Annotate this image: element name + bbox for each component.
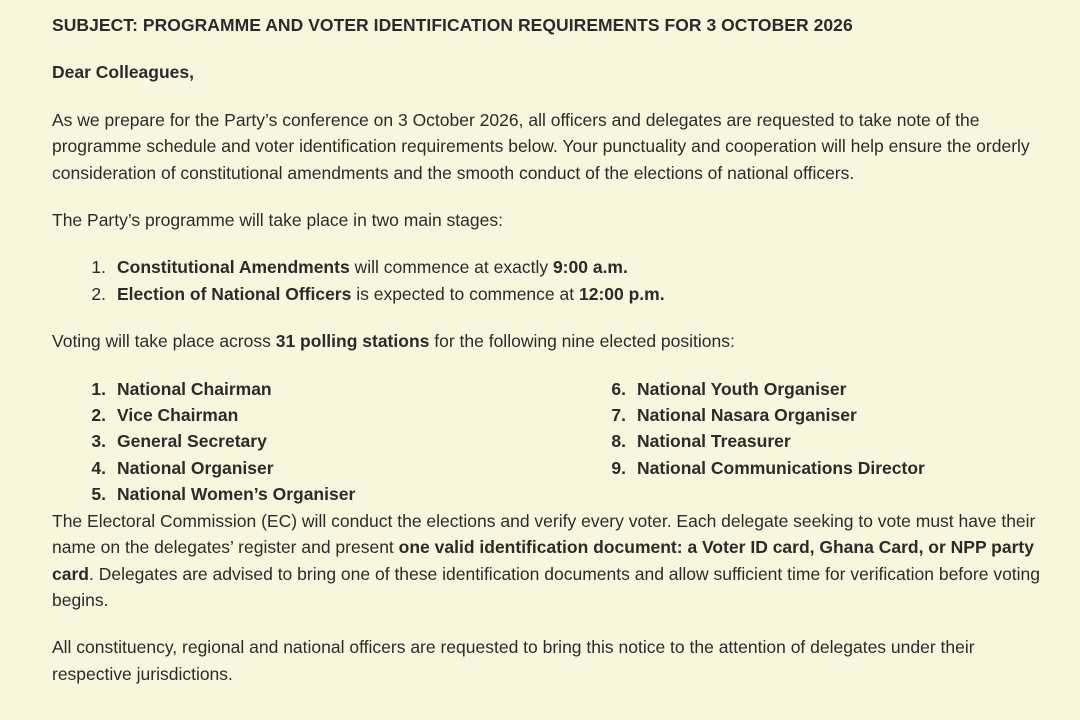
positions-column-left <box>52 376 572 508</box>
position-item <box>52 402 572 428</box>
stages-intro: The Party’s programme will take place in two main stages: <box>52 210 503 231</box>
stage-text: will commence at exactly <box>349 257 553 278</box>
id-requirement: one valid identification document: a Voter ID card, Ghana Card, or NPP party card <box>52 537 1034 584</box>
position-number: 4. <box>91 457 106 478</box>
stage-title: Constitutional Amendments <box>117 257 350 278</box>
closing-paragraph: All constituency, regional and national officers are requested to bring this notice to the attention of delegates under their respective jurisdictions. <box>52 637 975 684</box>
position-item <box>572 402 1042 428</box>
polling-stations-count: 31 polling stations <box>275 331 430 352</box>
positions-list <box>52 376 1042 508</box>
position-item <box>572 376 1042 402</box>
position-number: 5. <box>91 484 106 505</box>
position-item <box>572 428 1042 454</box>
position-number: 9. <box>611 457 626 478</box>
position-number: 6. <box>611 378 626 399</box>
stage-number: 2. <box>91 283 106 304</box>
stage-number: 1. <box>91 257 106 278</box>
position-name: National Chairman <box>117 378 272 399</box>
position-item <box>572 455 1042 481</box>
position-item <box>52 428 572 454</box>
stage-item <box>52 254 1042 280</box>
notice-document <box>52 12 1042 687</box>
position-name: National Organiser <box>117 457 274 478</box>
position-name: National Treasurer <box>637 431 791 452</box>
position-number: 2. <box>91 405 106 426</box>
position-name: National Communications Director <box>637 457 925 478</box>
voting-after: for the following nine elected positions: <box>429 331 735 352</box>
stage-item <box>52 281 1042 307</box>
voting-before: Voting will take place across <box>52 331 276 352</box>
position-number: 8. <box>611 431 626 452</box>
stages-list <box>52 254 1042 307</box>
position-number: 7. <box>611 405 626 426</box>
subject-line: SUBJECT: PROGRAMME AND VOTER IDENTIFICATION REQUIREMENTS FOR 3 OCTOBER 2026 <box>52 15 853 35</box>
ec-before: The Electoral Commission (EC) will conduct the elections and verify every voter. Each delegate seeking to vote must have their name on the delegates’ register and present <box>52 510 1036 558</box>
position-name: Vice Chairman <box>117 405 239 426</box>
position-name: National Youth Organiser <box>637 378 847 399</box>
stage-time: 9:00 a.m. <box>552 257 628 278</box>
greeting: Dear Colleagues, <box>52 62 194 83</box>
intro-paragraph: As we prepare for the Party’s conference on 3 October 2026, all officers and delegates are requested to take note of the programme schedule and voter identification requirements below. Your punctuality and cooperation will help ensure the orderly consideration of constitutional amendments and the smooth conduct of the elections of national officers. <box>52 109 1030 183</box>
position-name: National Nasara Organiser <box>637 405 857 426</box>
position-item <box>52 481 572 507</box>
stage-time: 12:00 p.m. <box>578 283 665 304</box>
stage-title: Election of National Officers <box>117 283 352 304</box>
positions-column-right <box>572 376 1042 508</box>
position-item <box>52 376 572 402</box>
ec-after: . Delegates are advised to bring one of these identification documents and allow sufficient time for verification before voting begins. <box>52 563 1041 610</box>
position-name: General Secretary <box>117 431 267 452</box>
voting-paragraph <box>52 328 1042 354</box>
stage-text: is expected to commence at <box>351 283 579 304</box>
position-number: 1. <box>91 378 106 399</box>
position-number: 3. <box>91 431 106 452</box>
position-name: National Women’s Organiser <box>117 484 356 505</box>
ec-paragraph <box>52 508 1042 614</box>
position-item <box>52 455 572 481</box>
